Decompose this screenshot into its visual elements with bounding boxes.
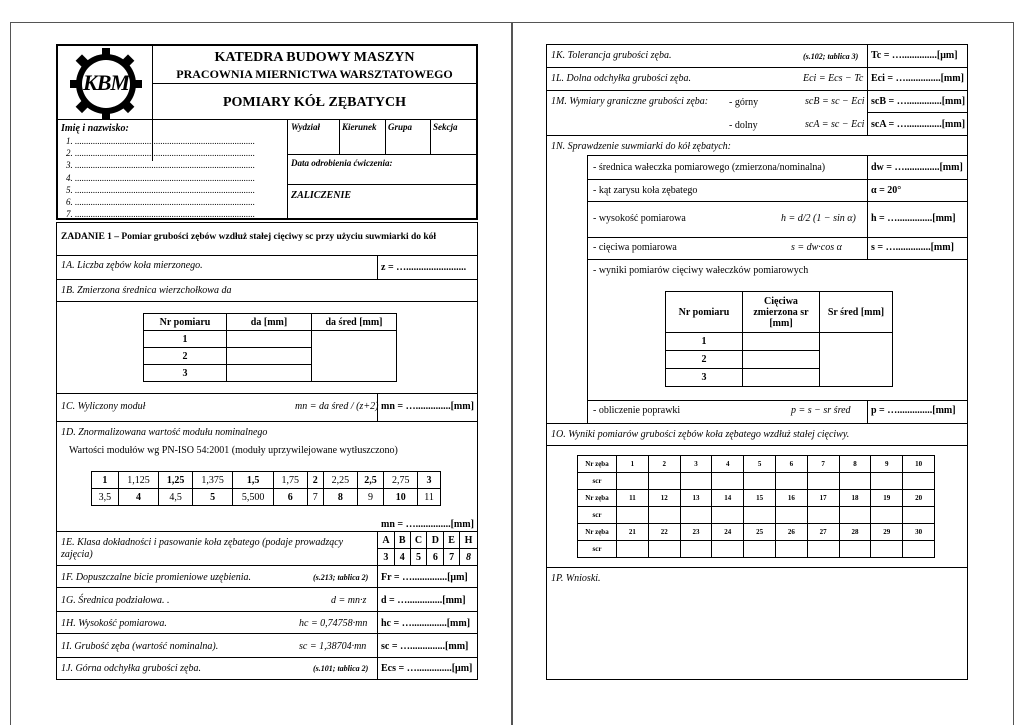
row-1k-ref: (s.102; tablica 3) [803,52,859,61]
tooth-number: 26 [775,524,807,541]
h-value[interactable]: h = …..............[mm] [871,213,956,224]
nr-label: Nr zęba [578,490,617,507]
n-a-label: - średnica wałeczka pomiarowego (zmierzona/nominalna) [593,162,826,173]
class-table [377,531,478,566]
wydzial-label: Wydział [291,122,321,132]
modules-table [91,471,441,506]
z-value[interactable]: z = …........................ [381,262,467,273]
module-value: 10 [384,489,418,506]
upper-label: - górny [729,97,759,108]
tooth-number: 24 [712,524,744,541]
tooth-number: 7 [807,456,839,473]
mn-value[interactable]: mn = …..............[mm] [381,401,474,412]
scr-cell[interactable] [807,507,839,524]
class-letter[interactable]: H [459,532,477,549]
row-1h-label: 1H. Wysokość pomiarowa. [61,618,167,629]
tooth-number: 1 [617,456,649,473]
names-list [66,135,255,220]
name-line[interactable]: 5. ................................................................................ [66,184,255,195]
scr-cell[interactable] [839,507,871,524]
scr-cell[interactable] [648,507,680,524]
logo-text: KBM [83,70,129,95]
module-value: 5,500 [233,489,274,506]
da-avg-cell[interactable] [312,331,397,382]
row-1i-label: 1I. Grubość zęba (wartość nominalna). [61,641,219,652]
tooth-number: 29 [871,524,903,541]
scr-cell[interactable] [839,473,871,490]
module-value: 4,5 [159,489,193,506]
header-title-1: KATEDRA BUDOWY MASZYN [214,50,415,65]
hc-formula: hc = 0,74758·mn [299,618,368,629]
class-letter[interactable]: B [394,532,410,549]
class-number[interactable]: 6 [427,549,444,566]
d-formula: d = mn·z [331,595,367,606]
scr-cell[interactable] [648,541,680,558]
row-number: 2 [666,351,743,369]
name-line[interactable]: 4. ................................................................................ [66,172,255,183]
name-line[interactable]: 3. ................................................................................ [66,160,255,171]
module-value: 4 [118,489,159,506]
class-number[interactable]: 3 [378,549,395,566]
scr-cell[interactable] [903,473,935,490]
date-label: Data odrobienia ćwiczenia: [291,158,393,168]
header-title-2: PRACOWNIA MIERNICTWA WARSZTATOWEGO [176,67,453,81]
module-value: 6 [273,489,307,506]
row-1d-sub: Wartości modułów wg PN-ISO 54:2001 (moduły uprzywilejowane wytłuszczono) [69,445,398,456]
n-d-label: - cięciwa pomiarowa [593,242,677,253]
module-value: 2,5 [357,472,384,489]
sc-formula: sc = 1,38704·mn [299,641,367,652]
scr-cell[interactable] [807,473,839,490]
tooth-number: 10 [903,456,935,473]
row-1m-label: 1M. Wymiary graniczne grubości zęba: [551,96,709,107]
class-letter[interactable]: E [444,532,460,549]
sc-value[interactable]: sc = …..............[mm] [381,641,469,652]
sr-table [665,291,893,387]
scr-cell[interactable] [839,541,871,558]
tooth-number: 14 [712,490,744,507]
scr-cell[interactable] [617,541,649,558]
tc-value[interactable]: Tc = …..............[μm] [871,50,958,61]
lower-label: - dolny [729,120,758,131]
eci-value[interactable]: Eci = …..............[mm] [871,73,964,84]
names-label: Imię i nazwisko: [61,123,129,134]
col-header: da [mm] [227,314,312,331]
p-formula: p = s − sr śred [791,405,851,416]
class-number[interactable]: 4 [394,549,410,566]
class-number[interactable]: 7 [444,549,460,566]
n-c-label: - wysokość pomiarowa [593,213,686,224]
row-number: 3 [666,369,743,387]
scr-cell[interactable] [775,507,807,524]
da-cell[interactable] [227,348,312,365]
row-1g-label: 1G. Średnica podziałowa. . [61,595,170,606]
tooth-number: 8 [839,456,871,473]
row-1l-label: 1L. Dolna odchyłka grubości zęba. [551,73,691,84]
module-value: 3 [418,472,441,489]
kierunek-label: Kierunek [342,122,377,132]
tooth-number: 22 [648,524,680,541]
header-box [56,44,478,220]
sr-cell[interactable] [743,333,820,351]
sekcja-label: Sekcja [433,122,458,132]
d-value[interactable]: d = …..............[mm] [381,595,466,606]
sca-value[interactable]: scA = …..............[mm] [871,119,966,130]
scb-value[interactable]: scB = …..............[mm] [871,96,966,107]
module-value: 1,375 [192,472,233,489]
eci-formula: Eci = Ecs − Tc [803,73,864,84]
row-number: 1 [144,331,227,348]
scr-cell[interactable] [775,473,807,490]
scr-cell[interactable] [648,473,680,490]
tooth-number: 25 [744,524,776,541]
right-form [546,44,968,680]
fr-value[interactable]: Fr = …..............[μm] [381,572,468,583]
scr-cell[interactable] [903,541,935,558]
nr-label: Nr zęba [578,456,617,473]
row-1a-label: 1A. Liczba zębów koła mierzonego. [61,260,203,271]
class-letter[interactable]: D [427,532,444,549]
row-1j-ref: (s.101; tablica 2) [313,664,369,673]
scr-cell[interactable] [775,541,807,558]
nr-label: Nr zęba [578,524,617,541]
scr-cell[interactable] [617,473,649,490]
scr-cell[interactable] [617,507,649,524]
row-1o-label: 1O. Wyniki pomiarów grubości zębów koła zębatego wzdłuż stałej cięciwy. [551,429,850,440]
name-line[interactable]: 2. ................................................................................ [66,148,255,159]
scr-cell[interactable] [680,507,712,524]
tooth-number: 5 [744,456,776,473]
scr-cell[interactable] [871,541,903,558]
header-title-3: POMIARY KÓŁ ZĘBATYCH [222,95,407,110]
tooth-number: 6 [775,456,807,473]
row-1e-label: 1E. Klasa dokładności i pasowanie koła zębatego (podaje prowadzący zajęcia) [61,537,344,560]
row-1b-label: 1B. Zmierzona średnica wierzchołkowa da [61,285,232,296]
teeth-table [577,455,935,558]
col-header: da śred [mm] [312,314,397,331]
tooth-number: 13 [680,490,712,507]
conclusions-area[interactable] [547,589,967,677]
class-letter[interactable]: A [378,532,395,549]
module-value: 11 [418,489,441,506]
s-value[interactable]: s = …..............[mm] [871,242,954,253]
scb-formula: scB = sc − Eci [805,96,865,107]
task-title: ZADANIE 1 – Pomiar grubości zębów wzdłuż stałej cięciwy sc przy użyciu suwmiarki do kół [61,232,437,242]
module-value: 2 [307,472,323,489]
tooth-number: 18 [839,490,871,507]
scr-cell[interactable] [903,507,935,524]
col-header: Sr śred [mm] [820,292,893,333]
logo [62,48,150,120]
row-1d-label: 1D. Znormalizowana wartość modułu nominalnego [61,427,268,438]
tooth-number: 3 [680,456,712,473]
tooth-number: 23 [680,524,712,541]
row-1j-label: 1J. Górna odchyłka grubości zęba. [61,663,201,674]
sr-avg-cell[interactable] [820,333,893,387]
tooth-number: 4 [712,456,744,473]
n-f-label: - obliczenie poprawki [593,405,681,416]
dw-value[interactable]: dw = …..............[mm] [871,162,963,173]
class-number[interactable]: 8 [459,549,477,566]
module-value: 7 [307,489,323,506]
n-e-label: - wyniki pomiarów cięciwy wałeczków pomiarowych [593,265,809,276]
h-formula: h = d/2 (1 − sin α) [781,213,856,224]
scr-label: scr [578,473,617,490]
row-number: 1 [666,333,743,351]
row-number: 2 [144,348,227,365]
module-value: 2,75 [384,472,418,489]
da-cell[interactable] [227,331,312,348]
tooth-number: 12 [648,490,680,507]
p-value[interactable]: p = …..............[mm] [871,405,956,416]
name-line[interactable]: 7. ................................................................................ [66,209,255,220]
module-value: 1 [92,472,119,489]
scr-cell[interactable] [744,473,776,490]
col-header: Nr pomiaru [144,314,227,331]
sr-cell[interactable] [743,351,820,369]
col-header: Cięciwa zmierzona sr [mm] [743,292,820,333]
tooth-number: 19 [871,490,903,507]
scr-cell[interactable] [871,473,903,490]
left-form [56,222,478,680]
n-b-label: - kąt zarysu koła zębatego [593,185,698,196]
zaliczenie-label: ZALICZENIE [291,190,352,201]
tooth-number: 20 [903,490,935,507]
scr-cell[interactable] [712,473,744,490]
tooth-number: 28 [839,524,871,541]
da-table [143,313,397,382]
class-letter[interactable]: C [410,532,427,549]
mn-normalized-value[interactable]: mn = …..............[mm] [381,519,474,530]
scr-cell[interactable] [744,541,776,558]
scr-cell[interactable] [712,541,744,558]
tooth-number: 30 [903,524,935,541]
scr-cell[interactable] [807,541,839,558]
module-value: 5 [192,489,233,506]
mn-formula: mn = da śred / (z+2) [295,401,379,412]
da-cell[interactable] [227,365,312,382]
module-value: 9 [357,489,384,506]
tooth-number: 11 [617,490,649,507]
alpha-value: α = 20° [871,185,902,196]
module-value: 1,75 [273,472,307,489]
sr-cell[interactable] [743,369,820,387]
tooth-number: 27 [807,524,839,541]
row-1k-label: 1K. Tolerancja grubości zęba. [551,50,672,61]
tooth-number: 21 [617,524,649,541]
row-1f-label: 1F. Dopuszczalne bicie promieniowe uzębienia. [61,572,251,583]
name-line[interactable]: 1. ................................................................................ [66,136,255,146]
grupa-label: Grupa [388,122,413,132]
tooth-number: 16 [775,490,807,507]
scr-label: scr [578,541,617,558]
module-value: 1,25 [159,472,193,489]
s-formula: s = dw·cos α [791,242,842,253]
class-number[interactable]: 5 [410,549,427,566]
scr-label: scr [578,507,617,524]
module-value: 1,5 [233,472,274,489]
row-1f-ref: (s.213; tablica 2) [313,573,369,582]
module-value: 1,125 [118,472,159,489]
scr-cell[interactable] [744,507,776,524]
scr-cell[interactable] [712,507,744,524]
scr-cell[interactable] [871,507,903,524]
module-value: 2,25 [324,472,358,489]
row-number: 3 [144,365,227,382]
module-value: 8 [324,489,358,506]
row-1n-label: 1N. Sprawdzenie suwmiarki do kół zębatych: [551,141,731,152]
name-line[interactable]: 6. ................................................................................ [66,197,255,208]
ecs-value[interactable]: Ecs = …..............[μm] [381,663,473,674]
scr-cell[interactable] [680,473,712,490]
col-header: Nr pomiaru [666,292,743,333]
sca-formula: scA = sc − Eci [805,119,865,130]
row-1c-label: 1C. Wyliczony moduł [61,401,146,412]
hc-value[interactable]: hc = …..............[mm] [381,618,471,629]
module-value: 3,5 [92,489,119,506]
tooth-number: 17 [807,490,839,507]
tooth-number: 2 [648,456,680,473]
row-1p-label: 1P. Wnioski. [551,573,601,584]
tooth-number: 15 [744,490,776,507]
tooth-number: 9 [871,456,903,473]
scr-cell[interactable] [680,541,712,558]
